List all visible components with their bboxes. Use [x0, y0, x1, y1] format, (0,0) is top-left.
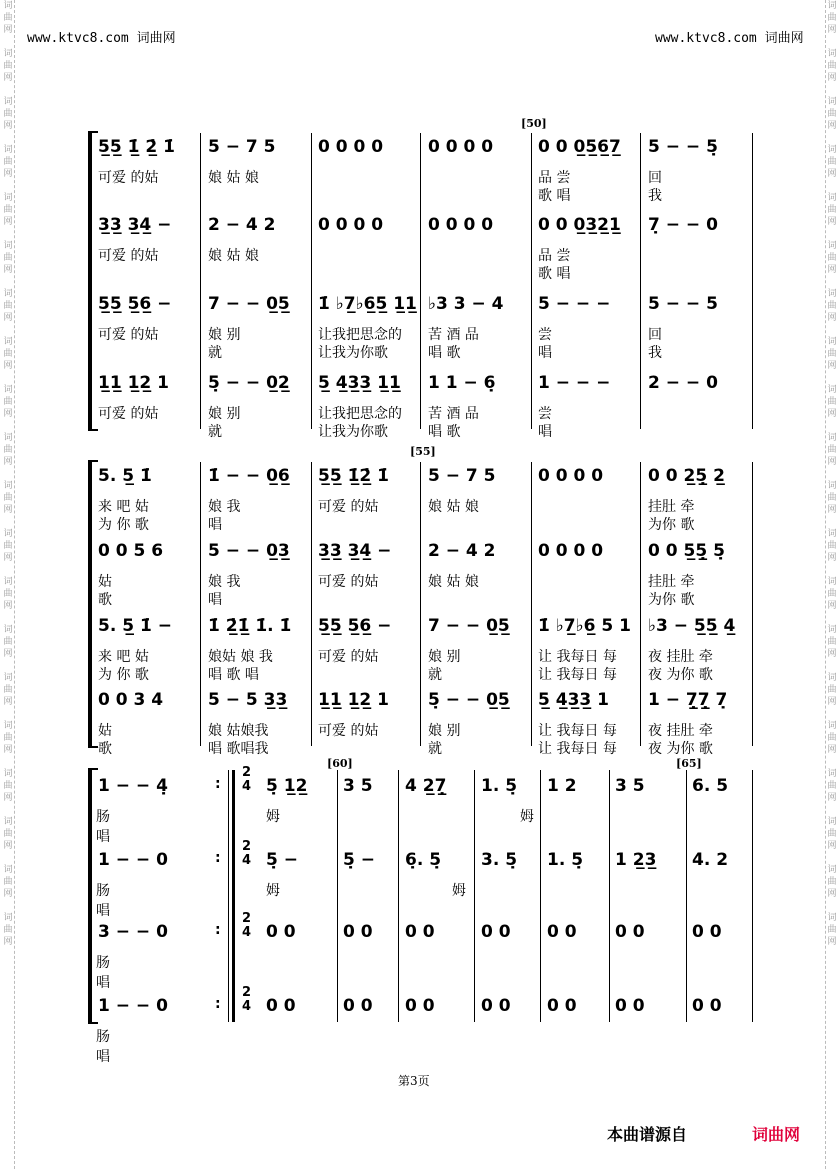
system2-p4-lyric2-4: 让 我每日 每: [538, 741, 617, 757]
system2-p4-bar-4: 5̲ 4̲3̲3̲ 1: [538, 690, 609, 710]
right-watermark: 词 曲 网 词 曲 网 词 曲 网 词 曲 网 词 曲 网 词 曲 网 词 曲 网 词 曲 网 词 曲 网 词 曲 网 词 曲 网 词 曲 网 词 曲 网 词 曲 网 词 曲 网 词 曲 网 词 曲 网 词 曲 网 词 曲 网 词 曲 网: [827, 1, 837, 947]
system2-p4-lyric2-3: 就: [428, 741, 442, 757]
system2-p4-bar-2: 1̲1̲ 1̲2̲ 1: [318, 690, 389, 710]
system2-barline-4: [640, 462, 641, 746]
system3-p3-bar-0: 0 0: [266, 922, 296, 942]
system2-p2-lyric2-5: 为你 歌: [648, 592, 695, 608]
system1-p3-bar-5: 5 − − 5: [648, 294, 718, 314]
rehearsal-mark-55: [55]: [410, 445, 436, 458]
system2-p1-lyric1-3: 娘 姑 娘: [428, 499, 479, 515]
system2-barline-2: [420, 462, 421, 746]
system2-barline-0: [200, 462, 201, 746]
system2-p1-bar-4: 0 0 0 0: [538, 466, 604, 486]
system2-p4-lyric2-0: 歌: [98, 741, 112, 757]
page-number: 第3页: [398, 1074, 430, 1088]
system2-p2-lyric1-0: 姑: [98, 574, 112, 590]
system3-p1-hum-1: 姆: [266, 809, 280, 825]
system3-p1-bar-2: 4 2̲7̣̲: [405, 776, 447, 796]
system1-p2-lyric1-1: 娘 姑 娘: [208, 248, 259, 264]
system2-p1-lyric1-1: 娘 我: [208, 499, 241, 515]
system1-p2-lyric2-4: 歌 唱: [538, 266, 571, 282]
system2-p1-lyric1-2: 可爱 的姑: [318, 499, 379, 515]
system1-p2-bar-2: 0 0 0 0: [318, 215, 384, 235]
header-left-site-name: 词曲网: [136, 31, 176, 46]
system2-brace: [88, 462, 92, 746]
system3-barline-4: [474, 770, 475, 1022]
system1-p3-lyric1-2: 让我把思念的: [318, 327, 402, 343]
system2-p4-lyric2-5: 夜 为你 歌: [648, 741, 713, 757]
system2-p4-bar-3: 5̣ − − 0̲5̲: [428, 690, 510, 710]
system2-p3-lyric1-5: 夜 挂肚 牵: [648, 649, 713, 665]
system1-p1-lyric1-0: 可爱 的姑: [98, 170, 159, 186]
system2-barline-3: [531, 462, 532, 746]
source-brand: 词曲网: [752, 1125, 801, 1144]
system3-barline-2: [337, 770, 338, 1022]
system1-p2-bar-3: 0 0 0 0: [428, 215, 494, 235]
system3-brace-bottom: [88, 1022, 98, 1024]
left-border-line: [14, 0, 15, 1169]
system3-p3-bar-3: 0 0: [481, 922, 511, 942]
system2-p2-lyric1-1: 娘 我: [208, 574, 241, 590]
system1-p1-lyric1-1: 娘 姑 娘: [208, 170, 259, 186]
system2-p4-bar-1: 5 − 5 3̲3̲: [208, 690, 288, 710]
system1-p3-lyric1-1: 娘 别: [208, 327, 241, 343]
system2-p3-bar-3: 7 − − 0̲5̲: [428, 616, 510, 636]
system3-brace: [88, 770, 92, 1022]
system1-p1-bar-3: 0 0 0 0: [428, 137, 494, 157]
system1-p1-bar-4: 0 0 0̲5̲6̲7̲: [538, 137, 621, 157]
header-left: [27, 27, 176, 46]
system3-barline-8: [752, 770, 753, 1022]
system1-p2-lyric1-0: 可爱 的姑: [98, 248, 159, 264]
system3-p3-lyric2: 唱: [96, 975, 110, 991]
system3-p3-bar-1: 0 0: [343, 922, 373, 942]
system1-p4-lyric2-3: 唱 歌: [428, 424, 461, 440]
system1-brace: [88, 133, 92, 429]
system1-p4-lyric2-2: 让我为你歌: [318, 424, 388, 440]
system3-barline-6: [609, 770, 610, 1022]
system2-p1-lyric2-1: 唱: [208, 517, 222, 533]
system1-p4-lyric1-2: 让我把思念的: [318, 406, 402, 422]
system3-p2-hum-1: 姆: [266, 883, 280, 899]
system3-p1-bar-4: 1 2: [547, 776, 577, 796]
system1-p4-lyric2-4: 唱: [538, 424, 552, 440]
system2-barline-1: [311, 462, 312, 746]
system3-p3-bar-4: 0 0: [547, 922, 577, 942]
system3-p2-bar-6: 4. 2: [692, 850, 729, 870]
system1-p2-bar-1: 2 − 4 2: [208, 215, 276, 235]
system3-p2-bar-3: 3. 5̣: [481, 850, 518, 870]
system2-p2-lyric2-0: 歌: [98, 592, 112, 608]
system3-barline-3: [398, 770, 399, 1022]
system2-p2-bar-1: 5 − − 0̲3̲: [208, 541, 290, 561]
source-label: 本曲谱源自: [607, 1125, 688, 1144]
system1-p3-lyric1-5: 回: [648, 327, 662, 343]
system2-p4-lyric1-5: 夜 挂肚 牵: [648, 723, 713, 739]
system3-p4-bar-2: 0 0: [405, 996, 435, 1016]
header-right: [655, 27, 804, 46]
system3-p4-lyric2: 唱: [96, 1049, 110, 1065]
system3-p4-bar-3: 0 0: [481, 996, 511, 1016]
system2-p1-lyric1-5: 挂肚 牵: [648, 499, 695, 515]
system2-p1-bar-5: 0 0 2̲5̣̲ 2̲: [648, 466, 725, 486]
system2-p2-bar-2: 3̲3̲ 3̲4̲ −: [318, 541, 392, 561]
system1-p3-bar-0: 5̲5̲ 5̲6̲ −: [98, 294, 172, 314]
system2-p2-lyric1-2: 可爱 的姑: [318, 574, 379, 590]
system3-p4-end-bar: 1 − − 0: [98, 996, 168, 1016]
system2-p3-bar-5: ♭3 − 5̲5̲ 4̲: [648, 616, 736, 636]
system1-barline-5: [752, 133, 753, 429]
system3-p1-end-bar: 1 − − 4̣: [98, 776, 168, 796]
system1-p3-lyric1-0: 可爱 的姑: [98, 327, 159, 343]
header-right-url: www.ktvc8.com: [655, 31, 757, 46]
system2-p2-lyric1-3: 娘 姑 娘: [428, 574, 479, 590]
system2-p4-lyric1-3: 娘 别: [428, 723, 461, 739]
system3-p4-bar-0: 0 0: [266, 996, 296, 1016]
system3-p1-bar-5: 3 5: [615, 776, 645, 796]
system1-p1-bar-0: 5̲5̲ 1̲̇ 2̲̇ 1̇: [98, 137, 175, 157]
system3-brace-top: [88, 768, 98, 770]
system3-p3-repeat: :: [215, 922, 221, 938]
system2-p4-lyric1-1: 娘 姑娘我: [208, 723, 269, 739]
system1-p1-bar-1: 5 − 7 5: [208, 137, 276, 157]
system3-barline-7: [686, 770, 687, 1022]
system3-p3-bar-5: 0 0: [615, 922, 645, 942]
system1-p1-lyric2-5: 我: [648, 188, 662, 204]
system3-p4-bar-1: 0 0: [343, 996, 373, 1016]
system3-p1-bar-6: 6. 5: [692, 776, 729, 796]
system3-barline-0: [228, 770, 229, 1022]
system3-p3-time-sig: 2 4: [242, 911, 252, 940]
system2-p3-lyric1-0: 来 吧 姑: [98, 649, 149, 665]
system2-p4-bar-0: 0 0 3 4: [98, 690, 164, 710]
system3-barline-5: [540, 770, 541, 1022]
system2-p3-bar-1: 1̇ 2̲̇1̲̇ 1̇. 1̇: [208, 616, 292, 636]
system1-p4-bar-4: 1 − − −: [538, 373, 611, 393]
system2-p4-lyric1-4: 让 我每日 每: [538, 723, 617, 739]
system3-p3-bar-2: 0 0: [405, 922, 435, 942]
system1-p2-bar-0: 3̲3̲ 3̲4̲ −: [98, 215, 172, 235]
header-left-url: www.ktvc8.com: [27, 31, 129, 46]
system2-p2-bar-4: 0 0 0 0: [538, 541, 604, 561]
system3-p4-bar-4: 0 0: [547, 996, 577, 1016]
system2-p1-lyric1-0: 来 吧 姑: [98, 499, 149, 515]
system2-brace-top: [88, 460, 98, 462]
system1-p4-bar-2: 5̲ 4̲3̲3̲ 1̲1̲: [318, 373, 401, 393]
system3-p1-lyric2: 唱: [96, 829, 110, 845]
system2-p3-lyric2-4: 让 我每日 每: [538, 667, 617, 683]
system1-barline-2: [420, 133, 421, 429]
system3-p4-repeat: :: [215, 996, 221, 1012]
system1-barline-3: [531, 133, 532, 429]
system3-p4-time-sig: 2 4: [242, 985, 252, 1014]
system1-barline-1: [311, 133, 312, 429]
system2-p3-bar-2: 5̲5̲ 5̲6̲ −: [318, 616, 392, 636]
system2-p3-lyric1-2: 可爱 的姑: [318, 649, 379, 665]
system1-p3-lyric2-3: 唱 歌: [428, 345, 461, 361]
system2-p3-lyric2-5: 夜 为你 歌: [648, 667, 713, 683]
system1-p3-bar-1: 7 − − 0̲5̲: [208, 294, 290, 314]
rehearsal-mark-50: [50]: [521, 117, 547, 130]
system1-p2-lyric1-4: 品 尝: [538, 248, 571, 264]
system2-p1-bar-2: 5̲5̲ 1̲̇2̲̇ 1̇: [318, 466, 389, 486]
system1-barline-0: [200, 133, 201, 429]
system1-p1-lyric2-4: 歌 唱: [538, 188, 571, 204]
left-watermark: 词 曲 网 词 曲 网 词 曲 网 词 曲 网 词 曲 网 词 曲 网 词 曲 网 词 曲 网 词 曲 网 词 曲 网 词 曲 网 词 曲 网 词 曲 网 词 曲 网 词 曲 网 词 曲 网 词 曲 网 词 曲 网 词 曲 网 词 曲 网: [3, 1, 13, 947]
system3-p4-bar-6: 0 0: [692, 996, 722, 1016]
system2-p1-lyric2-0: 为 你 歌: [98, 517, 149, 533]
system3-p4-lyric1: 肠: [96, 1029, 110, 1045]
system1-p3-lyric2-2: 让我为你歌: [318, 345, 388, 361]
system1-p4-lyric1-3: 苦 酒 品: [428, 406, 479, 422]
system2-brace-bottom: [88, 746, 98, 748]
system3-p2-end-bar: 1 − − 0: [98, 850, 168, 870]
system1-p1-lyric1-4: 品 尝: [538, 170, 571, 186]
system2-p2-bar-0: 0 0 5 6: [98, 541, 164, 561]
rehearsal-mark-65: [65]: [676, 757, 702, 770]
system2-p3-lyric2-3: 就: [428, 667, 442, 683]
system3-p4-bar-5: 0 0: [615, 996, 645, 1016]
system1-p3-lyric2-4: 唱: [538, 345, 552, 361]
system1-p4-bar-0: 1̲1̲ 1̲2̲ 1: [98, 373, 169, 393]
system2-p3-lyric2-1: 唱 歌 唱: [208, 667, 259, 683]
system3-p3-bar-6: 0 0: [692, 922, 722, 942]
system1-p3-bar-2: 1̇ ♭7̲♭6̲5̲ 1̲1̲: [318, 294, 417, 314]
system2-p2-bar-5: 0 0 5̲5̣̲ 5̣: [648, 541, 725, 561]
system2-p4-lyric2-1: 唱 歌唱我: [208, 741, 269, 757]
system3-p2-hum-2: 姆: [452, 883, 466, 899]
system1-p3-lyric1-4: 尝: [538, 327, 552, 343]
system3-p2-bar-2: 6̣. 5̣: [405, 850, 442, 870]
system3-p1-bar-1: 3 5: [343, 776, 373, 796]
system1-p4-lyric1-1: 娘 别: [208, 406, 241, 422]
rehearsal-mark-60: [60]: [327, 757, 353, 770]
system3-p1-time-sig: 2 4: [242, 765, 252, 794]
system2-barline-5: [752, 462, 753, 746]
system3-p1-repeat: :: [215, 776, 221, 792]
system1-p3-bar-4: 5 − − −: [538, 294, 611, 314]
system3-p2-time-sig: 2 4: [242, 839, 252, 868]
system1-p3-lyric2-5: 我: [648, 345, 662, 361]
system1-p4-lyric1-0: 可爱 的姑: [98, 406, 159, 422]
system1-p1-bar-5: 5 − − 5̣: [648, 137, 718, 157]
system1-p3-bar-3: ♭3 3 − 4: [428, 294, 504, 314]
system3-p2-bar-5: 1 2̲3̲: [615, 850, 657, 870]
system3-p1-bar-0: 5̣ 1̲2̲: [266, 776, 308, 796]
system3-p1-hum-2: 姆: [520, 809, 534, 825]
system2-p3-bar-0: 5. 5̲ 1̇ −: [98, 616, 172, 636]
system3-p2-lyric1: 肠: [96, 883, 110, 899]
system1-p4-bar-1: 5̣ − − 0̲2̲: [208, 373, 290, 393]
system1-barline-4: [640, 133, 641, 429]
system2-p3-bar-4: 1̇ ♭7̲♭6̲ 5 1: [538, 616, 631, 636]
system2-p3-lyric2-0: 为 你 歌: [98, 667, 149, 683]
system2-p1-lyric2-5: 为你 歌: [648, 517, 695, 533]
system3-p2-lyric2: 唱: [96, 903, 110, 919]
system1-p4-lyric2-1: 就: [208, 424, 222, 440]
system2-p3-lyric1-1: 娘姑 娘 我: [208, 649, 273, 665]
system1-brace-top: [88, 131, 98, 133]
system2-p1-bar-1: 1̇ − − 0̲6̲: [208, 466, 290, 486]
system1-p4-bar-5: 2 − − 0: [648, 373, 718, 393]
system3-p3-end-bar: 3 − − 0: [98, 922, 168, 942]
system2-p3-lyric1-3: 娘 别: [428, 649, 461, 665]
system2-p2-lyric2-1: 唱: [208, 592, 222, 608]
system1-p3-lyric1-3: 苦 酒 品: [428, 327, 479, 343]
system3-p1-bar-3: 1. 5̣: [481, 776, 518, 796]
header-right-site-name: 词曲网: [764, 31, 804, 46]
system2-p2-bar-3: 2 − 4 2: [428, 541, 496, 561]
system3-p2-bar-0: 5̣ −: [266, 850, 298, 870]
system1-p1-lyric1-5: 回: [648, 170, 662, 186]
system1-p2-bar-5: 7̣ − − 0: [648, 215, 718, 235]
system2-p4-bar-5: 1 − 7̲̣7̲̣ 7̣: [648, 690, 728, 710]
system3-barline-1: [232, 770, 235, 1022]
system1-p4-bar-3: 1 1 − 6̣: [428, 373, 496, 393]
system3-p2-bar-4: 1. 5̣: [547, 850, 584, 870]
system3-p2-bar-1: 5̣ −: [343, 850, 375, 870]
system3-p3-lyric1: 肠: [96, 955, 110, 971]
system1-p1-bar-2: 0 0 0 0: [318, 137, 384, 157]
system3-p2-repeat: :: [215, 850, 221, 866]
system2-p4-lyric1-0: 姑: [98, 723, 112, 739]
system1-brace-bottom: [88, 429, 98, 431]
system2-p2-lyric1-5: 挂肚 牵: [648, 574, 695, 590]
system1-p3-lyric2-1: 就: [208, 345, 222, 361]
system2-p1-bar-3: 5 − 7 5: [428, 466, 496, 486]
system2-p4-lyric1-2: 可爱 的姑: [318, 723, 379, 739]
system2-p1-bar-0: 5. 5̲ 1̇: [98, 466, 152, 486]
system1-p4-lyric1-4: 尝: [538, 406, 552, 422]
system1-p2-bar-4: 0 0 0̲3̲2̲1̲: [538, 215, 621, 235]
system2-p3-lyric1-4: 让 我每日 每: [538, 649, 617, 665]
system3-p1-lyric1: 肠: [96, 809, 110, 825]
